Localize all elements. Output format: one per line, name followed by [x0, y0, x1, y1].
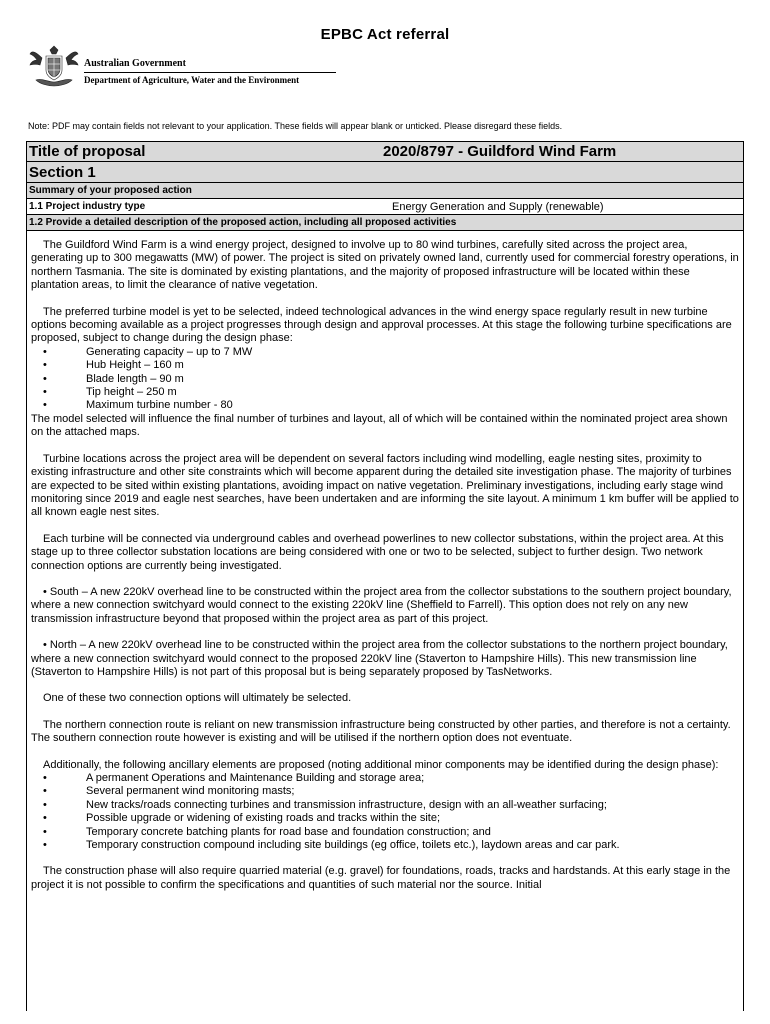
list-item: • New tracks/roads connecting turbines and transmission infrastructure, design with an all-weather surfacing;	[43, 798, 607, 811]
title-of-proposal-label: Title of proposal	[29, 143, 146, 160]
list-item: • Blade length – 90 m	[43, 372, 184, 385]
description-paragraph: The preferred turbine model is yet to be selected, indeed technological advances in the wind energy space regularly result in new turbine options becoming available as a project progresses through design and approval processes. At this stage the following turbine specifications are proposed, subject to change during the design phase:	[31, 305, 732, 345]
referral-form	[26, 141, 744, 1011]
description-paragraph: Each turbine will be connected via underground cables and overhead powerlines to new collector substations, within the project area. At this stage up to three collector substation locations are being considered with one or two to be selected, subject to further design. Two network connection options are currently being investigated.	[31, 532, 724, 572]
description-row	[26, 215, 744, 231]
government-name: Australian Government	[84, 58, 186, 69]
description-paragraph: The model selected will influence the final number of turbines and layout, all of which will be contained within the nominated project area shown on the attached maps.	[31, 412, 728, 439]
description-label: 1.2 Provide a detailed description of the proposed action, including all proposed activities	[29, 217, 457, 228]
coat-of-arms-icon	[28, 44, 80, 88]
list-item: • Temporary concrete batching plants for road base and foundation construction; and	[43, 825, 491, 838]
industry-type-value: Energy Generation and Supply (renewable)	[392, 200, 604, 213]
section-heading: Section 1	[29, 163, 96, 181]
title-row	[26, 141, 744, 162]
list-item: • Temporary construction compound including site buildings (eg office, toilets etc.), laydown areas and car park.	[43, 839, 620, 852]
list-item: • Maximum turbine number - 80	[43, 399, 233, 412]
list-item: • Generating capacity – up to 7 MW	[43, 345, 253, 358]
department-name: Department of Agriculture, Water and the Environment	[84, 75, 300, 85]
description-paragraph: • North – A new 220kV overhead line to be constructed within the project area from the collector substations to the northern project boundary, where a new connection switchyard would connect to the proposed 220kV line (Staverton to Hampshire Hills). This new transmission line (Staverton to Hampshire Hills) is not part of this proposal but is being separately proposed by TasNetworks.	[31, 639, 728, 678]
turbine-spec-list	[31, 346, 739, 413]
header-divider	[84, 72, 336, 73]
description-paragraph: Turbine locations across the project area will be dependent on several factors including wind modelling, eagle nesting sites, proximity to existing infrastructure and other site constraints which will become apparent during the detailed site investigation phase. The majority of turbines are expected to be sited within existing plantations, avoiding impact on native vegetation. Preliminary investigations, including early stage wind monitoring since 2019 and eagle nest searches, have been undertaken and are informing the site layout. A minimum 1 km buffer will be applied to all known eagle nest sites.	[31, 452, 739, 519]
summary-heading: Summary of your proposed action	[29, 185, 192, 196]
list-item: • A permanent Operations and Maintenance Building and storage area;	[43, 772, 425, 784]
ancillary-list	[31, 772, 739, 852]
section-row	[26, 162, 744, 183]
description-field	[26, 231, 744, 1011]
industry-type-label: 1.1 Project industry type	[29, 201, 146, 212]
list-item: • Several permanent wind monitoring masts;	[43, 785, 295, 798]
pdf-note: Note: PDF may contain fields not relevant to your application. These fields will appear blank or unticked. Please disregard these fields.	[28, 121, 563, 131]
description-paragraph: The construction phase will also require quarried material (e.g. gravel) for foundations, roads, tracks and hardstands. At this early stage in the project it is not possible to confirm the specifications and quantities of such material nor the source. Initial	[31, 865, 731, 891]
description-paragraph: One of these two connection options will ultimately be selected.	[43, 692, 352, 705]
summary-row	[26, 183, 744, 199]
list-item: • Hub Height – 160 m	[43, 359, 184, 372]
description-paragraph: The Guildford Wind Farm is a wind energy project, designed to involve up to 80 wind turbines, carefully sited across the project area, generating up to 300 megawatts (MW) of power. The project is sited on privately owned land, currently used for commercial forestry operations, in northern Tasmania. The site is dominated by existing plantations, and the majority of proposed infrastructure will be located within these plantation areas, to limit the clearance of native vegetation.	[31, 239, 739, 292]
document-title: EPBC Act referral	[320, 26, 450, 43]
description-paragraph: • South – A new 220kV overhead line to be constructed within the project area from the collector substations to the southern project boundary, where a new connection switchyard would connect to the existing 220kV line (Sheffield to Farrell). This option does not rely on any new transmission infrastructure beyond that proposed within the project area as part of this project.	[31, 585, 732, 625]
description-paragraph: The northern connection route is reliant on new transmission infrastructure being constructed by other parties, and therefore is not a certainty. The southern connection route however is existing and will be utilised if the northern option does not eventuate.	[31, 718, 731, 745]
industry-type-row	[26, 199, 744, 215]
list-item: • Possible upgrade or widening of existing roads and tracks within the site;	[43, 812, 441, 825]
title-of-proposal-value: 2020/8797 - Guildford Wind Farm	[383, 143, 617, 160]
list-item: • Tip height – 250 m	[43, 386, 177, 399]
description-paragraph: Additionally, the following ancillary elements are proposed (noting additional minor components may be identified during the design phase):	[43, 758, 719, 771]
